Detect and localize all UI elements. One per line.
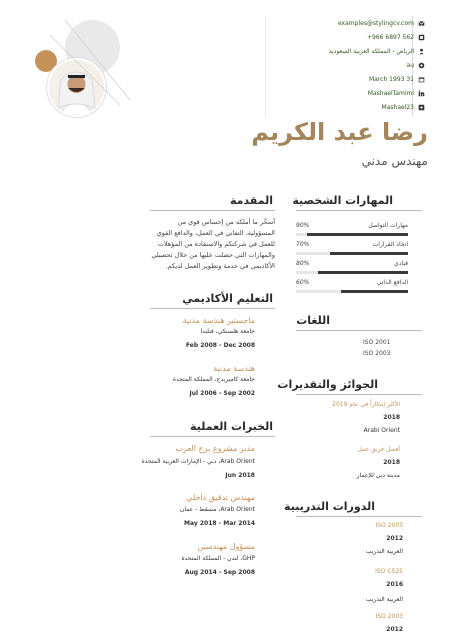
award-title: أفضل فريق عمل [357,446,400,453]
education-heading: التعليم الأكاديمي [182,292,273,305]
languages-underline [296,330,422,331]
skill-fill [330,252,408,255]
contact-address: الرياض - المملكة العربية السعودية [300,44,425,58]
course-year: 2012 [386,626,403,633]
award-title: الأكثر إبتكاراً في عام 2019 [332,401,400,408]
email-icon [418,20,425,27]
experience-heading: الخبرات العملية [190,420,273,433]
intro-heading: المقدمة [229,194,273,207]
language-item: ISO 2003 [363,350,391,357]
experience-place: Arab Orient، مسقط - عمان [179,506,255,513]
experience-date: Jun 2018 [225,472,255,479]
skill-fill [318,271,408,274]
language-item: ISO 2001 [363,339,391,346]
skill-fill [341,290,408,293]
skill-bar [296,271,408,274]
intro-paragraph: أسخّر ما أملكه من إحساس قوي من المسؤولية، التفاني في العمل، والدافع القوي للعمل في شركتكم والاستفادة من المؤهلات والمهارات التي حصلت عليها من خلال تحصيلي الأكاديمي في خدمة وتطوير العمل لديكم. [151,218,275,270]
education-underline [150,308,275,309]
course-year: 2012 [386,535,403,542]
course-org: العربية التدريب [365,548,403,555]
courses-heading: الدورات التدريبية [284,500,375,513]
education-title: ماجستير هندسة مدنية [182,316,255,325]
experience-date: Aug 2014 - Sep 2008 [184,569,255,576]
award-year: 2018 [383,459,400,466]
experience-title: مسؤول مهندسين [197,542,255,551]
candidate-role: مهندس مدني [361,154,428,168]
course-title: ISO 2003 [375,613,403,620]
skill-bar [296,252,408,255]
award-year: 2018 [383,414,400,421]
contact-email[interactable]: examples@stylingcv.com [300,16,425,30]
skill-bar [296,290,408,293]
award-org: Arabi Orient [363,427,400,434]
contact-list [300,16,425,114]
contact-skype[interactable]: Mashael23 [300,100,425,114]
skill-item: مهارات التواصل 90% [296,222,408,236]
course-title: ISO C525 [375,568,403,575]
experience-underline [150,436,275,437]
skill-fill [307,233,408,236]
education-date: Feb 2008 - Dec 2008 [185,342,255,349]
course-title: ISO 2003 [375,522,403,529]
skill-item: قيادي 80% [296,260,408,274]
awards-heading: الجوائز والتقديرات [277,378,378,391]
calendar-icon [418,76,425,83]
candidate-name: رضا عبد الكريم [251,118,428,146]
experience-place: Arab Orient، دبي - الإمارات العربية المتحدة [141,458,255,465]
experience-date: May 2018 - Mar 2014 [184,520,255,527]
skill-bar [296,233,408,236]
experience-title: مدير مشروع برج العرب [175,444,255,453]
awards-underline [296,394,422,395]
skill-item: الدافع الذاتي 60% [296,279,408,293]
education-place: جامعة كامبريدج، المملكة المتحدة [172,376,255,383]
courses-underline [296,516,422,517]
skype-icon [418,104,425,111]
experience-title: مهندس تدقيق داخلي [186,493,255,502]
languages-heading: اللغات [296,314,330,327]
decor-diagonal-lines [45,15,135,105]
intro-underline [150,210,275,211]
linkedin-icon [418,90,425,97]
phone-icon [418,34,425,41]
contact-country: au [300,58,425,72]
education-place: جامعة هلسنكي، فنلندا [200,328,255,335]
skills-underline [296,210,422,211]
award-org: مدينة دبي للإعمار [356,472,400,479]
location-icon [418,48,425,55]
skills-heading: المهارات الشخصية [292,194,393,207]
header-divider-left [265,16,266,116]
course-org: العربية التدريب [365,596,403,603]
education-title: هندسة مدنية [213,364,255,373]
contact-linkedin[interactable]: MashaelTamimi [300,86,425,100]
contact-phone[interactable]: +966 6897 562 [300,30,425,44]
contact-birthdate: March 1993 31 [300,72,425,86]
course-year: 2016 [386,581,403,588]
education-date: Jul 2006 - Sep 2002 [189,390,255,397]
flag-icon [418,62,425,69]
skill-item: اتخاذ القرارات 70% [296,241,408,255]
experience-place: GHP، لندن - المملكة المتحدة [181,555,255,562]
